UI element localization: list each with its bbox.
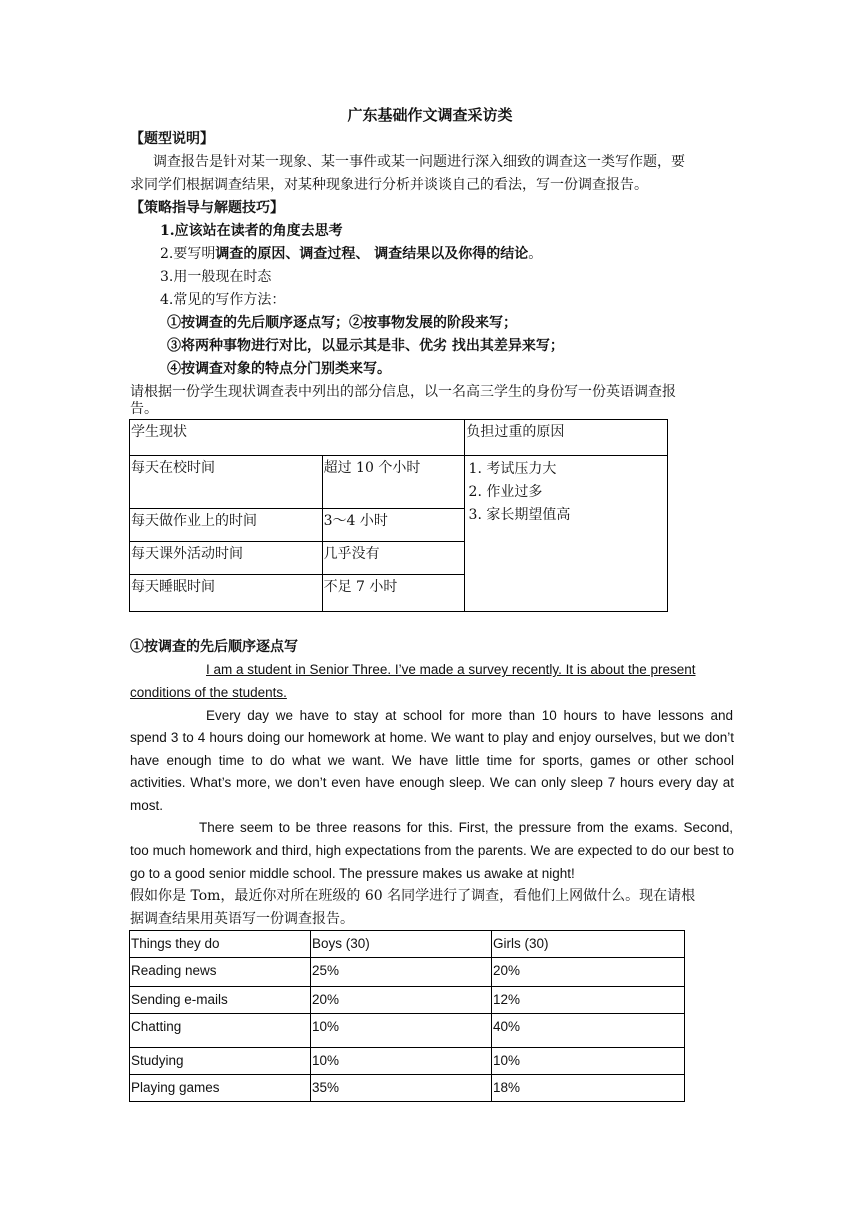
tip-2: 2.要写明调查的原因、调查过程、 调查结果以及你得的结论。 — [160, 246, 543, 262]
reason-item: 3. 家长期望值高 — [486, 504, 666, 527]
intro-line-1: 调查报告是针对某一现象、某一事件或某一问题进行深入细致的调查这一类写作题，要 — [153, 154, 685, 170]
table1-row-value: 不足 7 小时 — [322, 575, 465, 612]
sample-p3-rest: too much homework and third, high expectations from the parents. We are expected to do our best to go to a good senior middle school. The pressure makes us awake at night! — [130, 843, 734, 881]
document-title: 广东基础作文调查采访类 — [347, 106, 513, 124]
table2-cell: 10% — [492, 1048, 685, 1075]
table2-cell: 12% — [492, 987, 685, 1014]
sample-heading: ①按调查的先后顺序逐点写 — [130, 639, 298, 655]
sample-p1-line2: conditions of the students. — [130, 685, 287, 700]
table2-cell: 10% — [311, 1048, 492, 1075]
reason-item: 1. 考试压力大 — [486, 458, 666, 481]
internet-usage-table — [129, 930, 685, 1102]
table1-row-label: 每天课外活动时间 — [130, 542, 323, 575]
reasons-list — [466, 458, 666, 527]
tip-4: 4.常见的写作方法： — [160, 292, 286, 308]
section-heading-question-type: 【题型说明】 — [130, 131, 214, 147]
table2-header: Girls (30) — [492, 931, 685, 958]
sample-p2-rest: spend 3 to 4 hours doing our homework at home. We want to play and enjoy ourselves, but we don’t have enough time to do what we want. We have little time for sports, games or other school activities. What’s more, we don’t even have enough sleep. We can only sleep 7 hours every day at most. — [130, 730, 734, 813]
intro-line-2: 求同学们根据调查结果，对某种现象进行分析并谈谈自己的看法，写一份调查报告。 — [130, 177, 648, 193]
table2-cell: 10% — [311, 1014, 492, 1048]
table2-cell: 25% — [311, 958, 492, 987]
table2-cell: Chatting — [130, 1014, 311, 1048]
table1-row-value: 超过 10 个小时 — [322, 456, 465, 509]
task2-line-1: 假如你是 Tom，最近你对所在班级的 60 名同学进行了调查，看他们上网做什么。现在请根 — [130, 888, 696, 904]
table2-cell: 35% — [311, 1075, 492, 1102]
table1-row-label: 每天睡眠时间 — [130, 575, 323, 612]
table1-row-value: 几乎没有 — [322, 542, 465, 575]
table2-header: Boys (30) — [311, 931, 492, 958]
section-heading-strategy: 【策略指导与解题技巧】 — [130, 200, 284, 216]
reason-item: 2. 作业过多 — [486, 481, 666, 504]
table2-cell: 20% — [492, 958, 685, 987]
sample-p1-line1: I am a student in Senior Three. I’ve made a survey recently. It is about the present — [206, 662, 696, 677]
method-line-1: ①按调查的先后顺序逐点写；②按事物发展的阶段来写； — [167, 315, 517, 331]
table2-cell: 40% — [492, 1014, 685, 1048]
table1-row-label: 每天做作业上的时间 — [130, 509, 323, 542]
table2-cell: Sending e-mails — [130, 987, 311, 1014]
student-status-table — [129, 419, 668, 612]
table1-header-reasons: 负担过重的原因 — [465, 420, 668, 456]
table2-cell: Reading news — [130, 958, 311, 987]
table1-reasons-cell — [465, 456, 668, 612]
table2-header: Things they do — [130, 931, 311, 958]
task1-line-2: 告。 — [130, 401, 158, 417]
table1-row-value: 3～4 小时 — [322, 509, 465, 542]
tip-3: 3.用一般现在时态 — [160, 269, 272, 285]
task2-line-2: 据调查结果用英语写一份调查报告。 — [130, 911, 354, 927]
table2-cell: Studying — [130, 1048, 311, 1075]
table2-cell: 18% — [492, 1075, 685, 1102]
table1-header-status: 学生现状 — [130, 420, 465, 456]
method-line-3: ④按调查对象的特点分门别类来写。 — [167, 361, 391, 377]
task1-line-1: 请根据一份学生现状调查表中列出的部分信息，以一名高三学生的身份写一份英语调查报 — [130, 384, 676, 400]
sample-p3-line1: There seem to be three reasons for this. First, the pressure from the exams. Second, — [199, 820, 733, 835]
table2-cell: Playing games — [130, 1075, 311, 1102]
table2-cell: 20% — [311, 987, 492, 1014]
tip-1: 1.应该站在读者的角度去思考 — [160, 223, 343, 239]
method-line-2: ③将两种事物进行对比，以显示其是非、优劣 找出其差异来写； — [167, 338, 564, 354]
table1-row-label: 每天在校时间 — [130, 456, 323, 509]
sample-p2-line1: Every day we have to stay at school for more than 10 hours to have lessons and — [206, 708, 733, 723]
